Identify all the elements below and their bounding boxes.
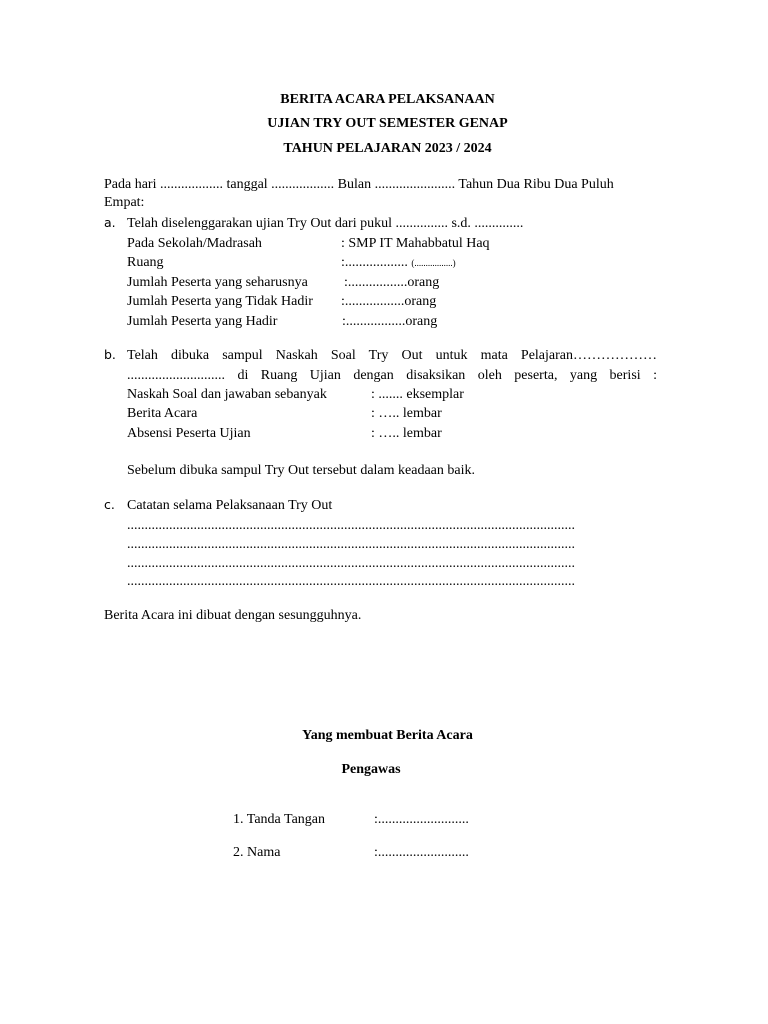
section-c-heading: Catatan selama Pelaksanaan Try Out bbox=[127, 498, 333, 513]
closing-statement: Berita Acara ini dibuat dengan sesungguhnya. bbox=[104, 608, 362, 623]
section-b-line-2: ............................ di Ruang Ujian dengan disaksikan oleh peserta, yang berisi : bbox=[127, 367, 657, 383]
section-b-row bbox=[127, 426, 657, 446]
section-b-line-1: Telah dibuka sampul Naskah Soal Try Out untuk mata Pelajaran……………… bbox=[127, 348, 657, 363]
section-b-row bbox=[127, 406, 657, 426]
section-c-marker: c. bbox=[104, 497, 115, 512]
field-label: Berita Acara bbox=[127, 406, 198, 421]
title-line-3: TAHUN PELAJARAN 2023 / 2024 bbox=[283, 141, 492, 156]
section-b-row bbox=[127, 387, 657, 407]
signature-title: Yang membuat Berita Acara bbox=[302, 728, 473, 743]
notes-dotted-line: ................................................................................................................................ bbox=[127, 537, 575, 552]
section-b-note-row bbox=[127, 463, 657, 483]
intro-line-1: Pada hari .................. tanggal .................. Bulan ....................... Tahun Dua Ribu Dua Puluh bbox=[104, 177, 614, 192]
intro-line-2: Empat: bbox=[104, 195, 145, 211]
signature-field-label: 2. Nama bbox=[233, 845, 281, 860]
section-b-note: Sebelum dibuka sampul Try Out tersebut dalam keadaan baik. bbox=[127, 463, 475, 478]
notes-dotted-line: ................................................................................................................................ bbox=[127, 574, 575, 589]
field-value: :.................orang bbox=[344, 274, 440, 290]
field-label: Naskah Soal dan jawaban sebanyak bbox=[127, 386, 327, 402]
field-label: Absensi Peserta Ujian bbox=[127, 425, 251, 441]
title-line-1: BERITA ACARA PELAKSANAAN bbox=[280, 92, 495, 107]
signature-field-label: 1. Tanda Tangan bbox=[233, 812, 325, 827]
field-value: : ....... eksemplar bbox=[371, 386, 464, 402]
section-a-marker: a. bbox=[104, 215, 116, 230]
signature-field-value: :.......................... bbox=[374, 812, 469, 827]
field-value: : ….. lembar bbox=[371, 406, 442, 421]
title-line-2: UJIAN TRY OUT SEMESTER GENAP bbox=[267, 116, 508, 131]
field-value: :.................orang bbox=[342, 313, 438, 329]
field-label: Jumlah Peserta yang Tidak Hadir bbox=[127, 294, 313, 309]
field-label: Ruang bbox=[127, 255, 164, 270]
field-label: Pada Sekolah/Madrasah bbox=[127, 235, 262, 251]
field-label: Jumlah Peserta yang seharusnya bbox=[127, 274, 308, 290]
section-b-marker: b. bbox=[104, 347, 116, 362]
notes-dotted-line: ................................................................................................................................ bbox=[127, 518, 575, 533]
field-value: : ….. lembar bbox=[371, 425, 442, 441]
section-b-body bbox=[127, 348, 657, 483]
section-a-heading: Telah diselenggarakan ujian Try Out dari pukul ............... s.d. .............. bbox=[127, 216, 524, 231]
intro-paragraph bbox=[104, 177, 684, 211]
signature-field-tanda-tangan bbox=[233, 812, 469, 828]
field-value bbox=[341, 255, 456, 271]
signature-role: Pengawas bbox=[341, 762, 401, 777]
field-value-extra: (.................) bbox=[411, 258, 456, 268]
field-value: : SMP IT Mahabbatul Haq bbox=[341, 235, 490, 251]
field-value-main: :.................. bbox=[341, 255, 408, 270]
signature-field-nama bbox=[233, 845, 469, 861]
signature-field-value: :.......................... bbox=[374, 845, 469, 860]
field-label: Jumlah Peserta yang Hadir bbox=[127, 313, 278, 329]
notes-dotted-line: ................................................................................................................................ bbox=[127, 556, 575, 571]
field-value: :.................orang bbox=[341, 294, 437, 309]
